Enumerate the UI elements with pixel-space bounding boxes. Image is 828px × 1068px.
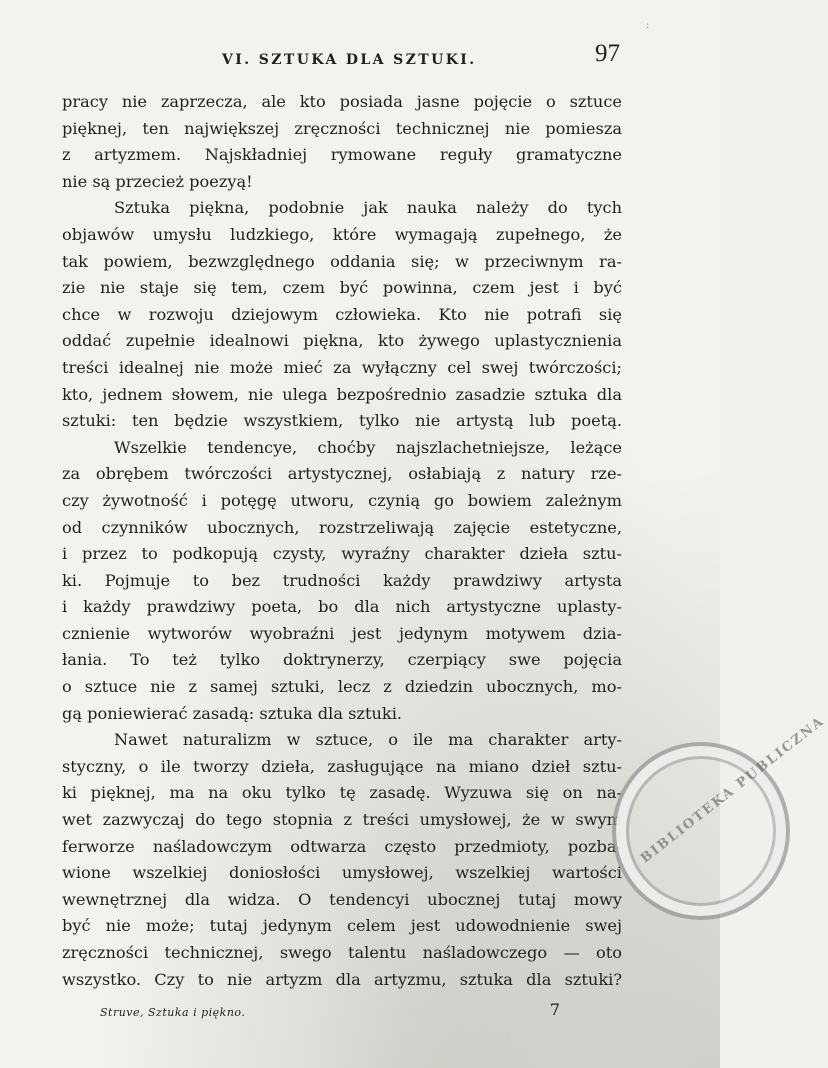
text-line: ki. Pojmuje to bez trudności każdy prawdziwy artysta (62, 570, 622, 590)
text-line: Sztuka piękna, podobnie jak nauka należy do tych (114, 198, 622, 218)
footer-title: Struve, Sztuka i piękno. (100, 1006, 246, 1019)
text-line: czy żywotność i potęgę utworu, czynią go bowiem zależnym (62, 490, 622, 510)
running-head: VI. SZTUKA DLA SZTUKI. (222, 52, 477, 68)
text-line: być nie może; tutaj jedynym celem jest udowodnienie swej (62, 916, 622, 936)
text-line: o sztuce nie z samej sztuki, lecz z dziedzin ubocznych, mo- (62, 677, 622, 697)
library-stamp (612, 713, 828, 920)
text-line: ki pięknej, ma na oku tylko tę zasadę. Wyzuwa się on na- (62, 783, 622, 803)
text-line: treści idealnej nie może mieć za wyłączny cel swej twórczości; (62, 357, 622, 377)
page-footer (100, 1000, 560, 1026)
text-line: ferworze naśladowczym odtwarza często przedmioty, pozba- (62, 836, 622, 856)
text-line: sztuki: ten będzie wszystkiem, tylko nie artystą lub poetą. (62, 411, 622, 431)
text-line: Wszelkie tendencye, choćby najszlachetniejsze, leżące (114, 437, 622, 457)
text-line: kto, jednem słowem, nie ulega bezpośrednio zasadzie sztuka dla (62, 384, 622, 404)
body-text (62, 89, 622, 993)
text-line: za obrębem twórczości artystycznej, osłabiają z natury rze- (62, 464, 622, 484)
text-line: od czynników ubocznych, rozstrzeliwają zajęcie estetyczne, (62, 517, 622, 537)
text-line: z artyzmem. Najskładniej rymowane reguły gramatyczne (62, 145, 622, 165)
text-line: gą poniewierać zasadą: sztuka dla sztuki. (62, 703, 403, 723)
text-line: wszystko. Czy to nie artyzm dla artyzmu, sztuka dla sztuki? (62, 969, 622, 989)
margin-mark: : (646, 20, 650, 31)
text-line: tak powiem, bezwzględnego oddania się; w przeciwnym ra- (62, 251, 622, 271)
text-line: objawów umysłu ludzkiego, które wymagają zupełnego, że (62, 224, 622, 244)
text-line: zie nie staje się tem, czem być powinna, czem jest i być (62, 278, 622, 298)
text-line: wione wszelkiej doniosłości umysłowej, wszelkiej wartości (62, 863, 622, 883)
text-line: wet zazwyczaj do tego stopnia z treści umysłowej, że w swym (62, 810, 622, 830)
stamp-text: BIBLIOTEKA PUBLICZNA (638, 713, 828, 867)
page-number: 97 (595, 40, 620, 67)
page-header (60, 40, 620, 80)
text-line: oddać zupełnie idealnowi piękna, kto żywego uplastycznienia (62, 331, 622, 351)
text-line: łania. To też tylko doktrynerzy, czerpiący swe pojęcia (62, 650, 622, 670)
signature-mark: 7 (549, 1000, 560, 1019)
text-line: styczny, o ile tworzy dzieła, zasługujące na miano dzieł sztu- (62, 756, 622, 776)
text-line: cznienie wytworów wyobraźni jest jedynym motywem dzia- (62, 623, 622, 643)
text-line: pięknej, ten największej zręczności technicznej nie pomiesza (62, 118, 622, 138)
text-line: nie są przecież poezyą! (62, 171, 253, 191)
text-line: i każdy prawdziwy poeta, bo dla nich artystyczne uplasty- (62, 597, 622, 617)
text-line: Nawet naturalizm w sztuce, o ile ma charakter arty- (114, 730, 622, 750)
text-line: wewnętrznej dla widza. O tendencyi ubocznej tutaj mowy (62, 889, 622, 909)
text-line: pracy nie zaprzecza, ale kto posiada jasne pojęcie o sztuce (62, 92, 622, 111)
text-line: zręczności technicznej, swego talentu naśladowczego — oto (62, 943, 622, 962)
text-line: i przez to podkopują czysty, wyraźny charakter dzieła sztu- (62, 544, 622, 564)
text-line: chce w rozwoju dziejowym człowieka. Kto nie potrafi się (62, 304, 622, 324)
